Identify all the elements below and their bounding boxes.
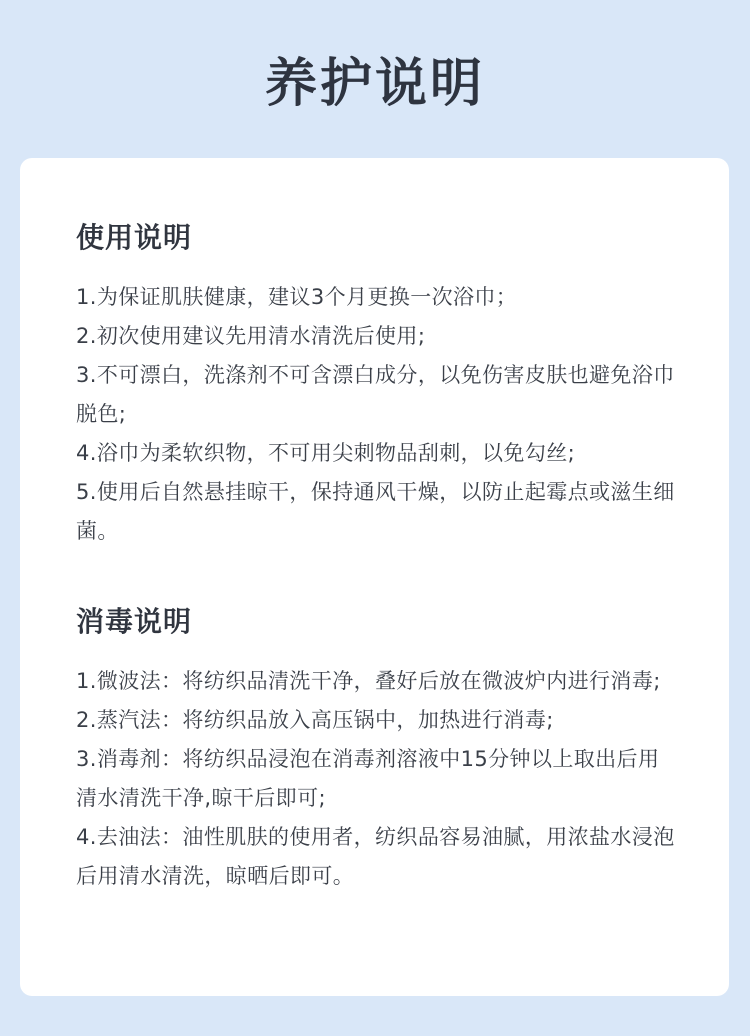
disinfect-list xyxy=(56,662,676,896)
disinfect-heading: 消毒说明 xyxy=(76,605,193,638)
usage-item-1: 1.为保证肌肤健康，建议3个月更换一次浴巾； xyxy=(76,285,518,309)
usage-item-5: 5.使用后自然悬挂晾干，保持通风干燥，以防止起霉点或滋生细菌。 xyxy=(76,480,675,543)
disinfect-item-3: 3.消毒剂：将纺织品浸泡在消毒剂溶液中15分钟以上取出后用清水清洗干净,晾干后即可; xyxy=(76,747,660,810)
usage-item-2: 2.初次使用建议先用清水清洗后使用; xyxy=(76,324,426,348)
page-title: 养护说明 xyxy=(264,54,485,114)
usage-heading: 使用说明 xyxy=(76,221,193,254)
disinfect-item-1: 1.微波法：将纺织品清洗干净，叠好后放在微波炉内进行消毒; xyxy=(76,669,661,693)
usage-item-3: 3.不可漂白，洗涤剂不可含漂白成分，以免伤害皮肤也避免浴巾脱色; xyxy=(76,363,675,426)
usage-item-4: 4.浴巾为柔软织物，不可用尖刺物品刮刺，以免勾丝; xyxy=(76,441,576,465)
usage-section xyxy=(56,216,676,551)
disinfect-item-4: 4.去油法：油性肌肤的使用者，纺织品容易油腻，用浓盐水浸泡后用清水清洗，晾晒后即可。 xyxy=(76,825,675,888)
usage-list xyxy=(56,278,676,551)
disinfect-item-2: 2.蒸汽法：将纺织品放入高压锅中，加热进行消毒; xyxy=(76,708,554,732)
disinfect-section xyxy=(56,600,676,896)
